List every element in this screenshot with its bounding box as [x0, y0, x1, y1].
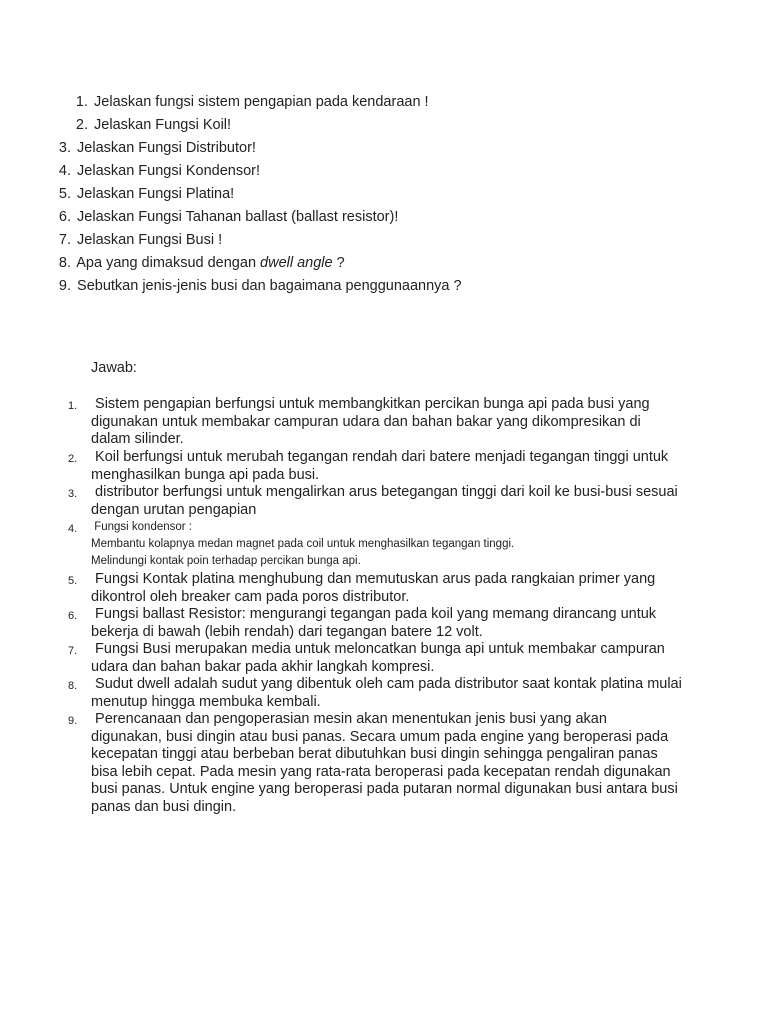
question-italic-term: dwell angle	[260, 255, 333, 271]
answer-text	[91, 641, 691, 676]
question-number: 2.	[75, 117, 88, 133]
answer-line: panas dan busi dingin.	[91, 798, 237, 815]
answer-line: dalam silinder.	[91, 431, 184, 447]
answer-heading: Jawab:	[91, 360, 137, 376]
answer-number: 4.	[68, 523, 78, 535]
question-text: Jelaskan Fungsi Platina!	[77, 186, 235, 202]
question-text: Jelaskan Fungsi Busi !	[77, 232, 223, 248]
answer-line: digunakan untuk membakar campuran udara dan bahan bakar yang dikompresikan di	[91, 413, 641, 430]
answer-number: 8.	[68, 680, 78, 692]
answer-line: dengan urutan pengapian	[91, 501, 257, 518]
answer-line: Fungsi Busi merupakan media untuk meloncatkan bunga api untuk membakar campuran	[91, 641, 665, 657]
question-text: Jelaskan fungsi sistem pengapian pada kendaraan !	[94, 94, 429, 110]
answer-line: bisa lebih cepat. Pada mesin yang rata-rata beroperasi pada kecepatan rendah digunakan	[91, 763, 671, 780]
answer-number: 3.	[68, 488, 78, 500]
answer-line: Fungsi Kontak platina menghubung dan memutuskan arus pada rangkaian primer yang	[91, 571, 656, 587]
answer-line: Sudut dwell adalah sudut yang dibentuk oleh cam pada distributor saat kontak platina mulai	[91, 676, 682, 692]
question-number: 8.	[58, 255, 71, 271]
answer-line: digunakan, busi dingin atau busi panas. Secara umum pada engine yang beroperasi pada	[91, 728, 669, 745]
answer-text	[91, 606, 691, 641]
answer-line: Perencanaan dan pengoperasian mesin akan menentukan jenis busi yang akan	[91, 711, 607, 727]
question-text: Jelaskan Fungsi Tahanan ballast (ballast resistor)!	[77, 209, 399, 225]
answer-number: 2.	[68, 453, 78, 465]
answer-line: Fungsi kondensor :	[91, 521, 193, 533]
question-number: 4.	[58, 163, 71, 179]
answer-line: Fungsi ballast Resistor: mengurangi tegangan pada koil yang memang dirancang untuk	[91, 606, 657, 622]
question-text: Jelaskan Fungsi Koil!	[94, 117, 232, 133]
question-number: 5.	[58, 186, 71, 202]
question-item	[68, 93, 429, 111]
answer-text	[91, 571, 691, 606]
answer-line: menutup hingga membuka kembali.	[91, 693, 321, 710]
answer-line: busi panas. Untuk engine yang beroperasi pada putaran normal digunakan busi antara busi	[91, 781, 678, 797]
question-number: 3.	[58, 140, 71, 156]
question-text: Sebutkan jenis-jenis busi dan bagaimana penggunaannya ?	[77, 278, 462, 294]
answer-number: 1.	[68, 400, 78, 412]
answer-text	[91, 484, 691, 519]
question-number: 7.	[58, 232, 71, 248]
answer-line: udara dan bahan bakar pada akhir langkah kompresi.	[91, 658, 435, 675]
answer-text	[91, 676, 691, 711]
answer-line: kecepatan tinggi atau berbeban berat dibutuhkan busi dingin sehingga pengaliran panas	[91, 746, 658, 762]
question-text: Jelaskan Fungsi Kondensor!	[77, 163, 261, 179]
question-item	[51, 254, 345, 272]
answer-text	[91, 519, 691, 570]
answer-number: 7.	[68, 645, 78, 657]
answer-line: distributor berfungsi untuk mengalirkan arus betegangan tinggi dari koil ke busi-busi sesuai	[91, 484, 678, 500]
answer-line: Sistem pengapian berfungsi untuk membangkitkan percikan bunga api pada busi yang	[91, 396, 650, 412]
question-text: Jelaskan Fungsi Distributor!	[77, 140, 256, 156]
question-item	[51, 139, 256, 157]
question-number: 1.	[75, 94, 88, 110]
question-item	[51, 277, 462, 295]
question-item	[68, 116, 231, 134]
answer-text	[91, 711, 691, 816]
answer-number: 9.	[68, 715, 78, 727]
question-item	[51, 231, 222, 249]
question-item	[51, 208, 398, 226]
answer-line: Melindungi kontak poin terhadap percikan bunga api.	[91, 555, 361, 567]
answer-line: bekerja di bawah (lebih rendah) dari tegangan batere 12 volt.	[91, 623, 483, 640]
question-number: 9.	[58, 278, 71, 294]
answer-line: Membantu kolapnya medan magnet pada coil untuk menghasilkan tegangan tinggi.	[91, 538, 515, 550]
question-item	[51, 185, 234, 203]
answer-line: menghasilkan bunga api pada busi.	[91, 466, 320, 483]
question-number: 6.	[58, 209, 71, 225]
answer-text	[91, 449, 691, 484]
answer-line: Koil berfungsi untuk merubah tegangan rendah dari batere menjadi tegangan tinggi untuk	[91, 449, 669, 465]
answer-number: 6.	[68, 610, 78, 622]
question-text-before: Apa yang dimaksud dengan	[76, 255, 261, 271]
answer-number: 5.	[68, 575, 78, 587]
question-text-after: ?	[332, 255, 345, 271]
answer-text	[91, 396, 691, 449]
answer-line: dikontrol oleh breaker cam pada poros distributor.	[91, 588, 410, 605]
question-item	[51, 162, 260, 180]
